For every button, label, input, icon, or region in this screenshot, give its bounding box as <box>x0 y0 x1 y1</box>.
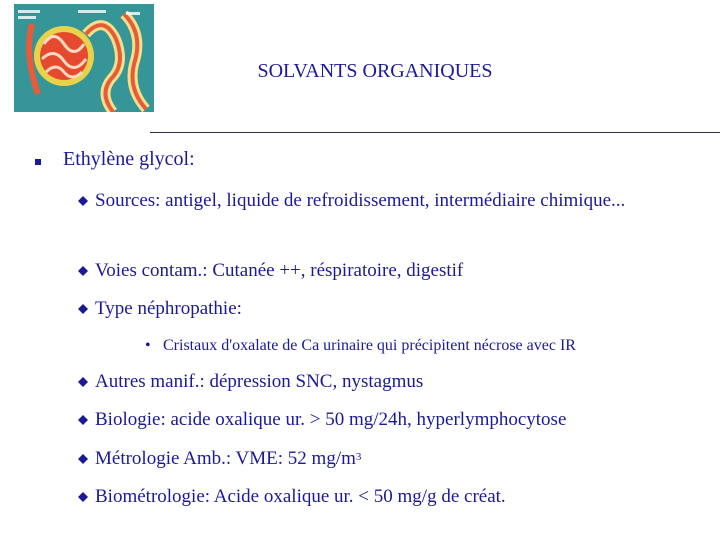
list-item <box>78 368 423 396</box>
list-item-text: Biométrologie: Acide oxalique ur. < 50 mg/g de créat. <box>95 486 506 507</box>
diamond-bullet-icon <box>78 196 88 206</box>
list-item <box>78 406 566 434</box>
list-item-text: Métrologie Amb.: VME: 52 mg/m <box>95 448 356 469</box>
sub-list-item-text: Cristaux d'oxalate de Ca urinaire qui précipitent nécrose avec IR <box>163 337 576 354</box>
kidney-illustration-logo <box>14 4 154 112</box>
list-item-text: Sources: antigel, liquide de refroidissement, intermédiaire chimique... <box>95 190 626 211</box>
diamond-bullet-icon <box>78 266 88 276</box>
list-item-text: Biologie: acide oxalique ur. > 50 mg/24h, hyperlymphocytose <box>95 409 567 430</box>
list-item <box>78 445 361 473</box>
list-item-text: Autres manif.: dépression SNC, nystagmus <box>95 371 424 392</box>
list-item <box>78 295 242 323</box>
title-divider <box>150 132 720 133</box>
list-item-text: Type néphropathie: <box>95 298 242 319</box>
diamond-bullet-icon <box>78 454 88 464</box>
level1-heading: Ethylène glycol: <box>63 148 195 170</box>
diamond-bullet-icon <box>78 377 88 387</box>
diamond-bullet-icon <box>78 304 88 314</box>
sub-list-item <box>145 333 576 359</box>
list-item-text: Voies contam.: Cutanée ++, réspiratoire, digestif <box>95 260 464 281</box>
list-item <box>78 187 655 215</box>
list-item <box>78 257 463 285</box>
dot-bullet-icon: • <box>145 337 151 354</box>
square-bullet-icon <box>35 159 41 165</box>
superscript-exponent: 3 <box>355 451 362 463</box>
diamond-bullet-icon <box>78 415 88 425</box>
diamond-bullet-icon <box>78 492 88 502</box>
list-item <box>78 483 506 511</box>
slide-title: SOLVANTS ORGANIQUES <box>257 60 493 82</box>
